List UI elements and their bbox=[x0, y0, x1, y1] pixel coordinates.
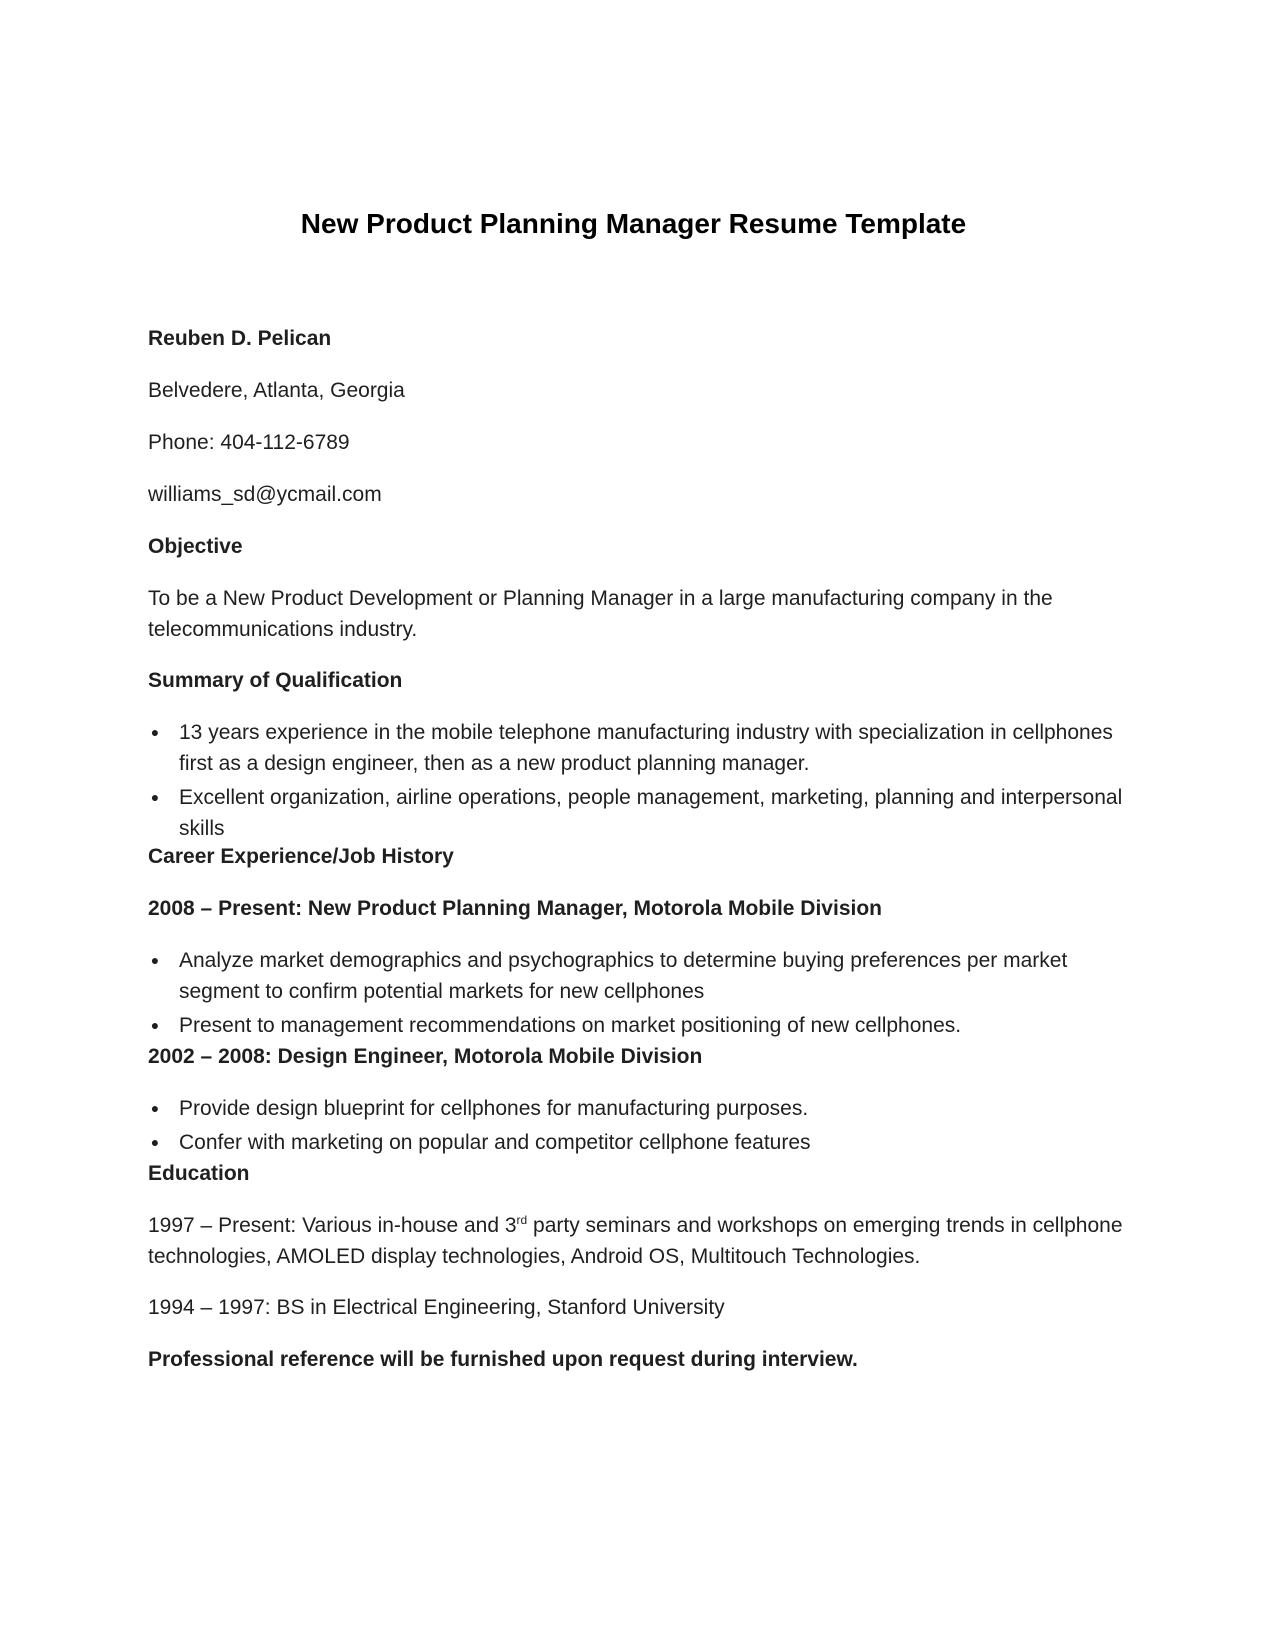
summary-bullet-text: 13 years experience in the mobile telephone manufacturing industry with specialization in cellphones first as a design engineer, then as a new product planning manager. bbox=[179, 721, 1113, 775]
job-bullet-text: Analyze market demographics and psychographics to determine buying preferences per market segment to confirm potential markets for new cellphones bbox=[179, 949, 1068, 1003]
list-item bbox=[148, 782, 1138, 844]
contact-email: williams_sd@ycmail.com bbox=[148, 483, 382, 506]
contact-phone: Phone: 404-112-6789 bbox=[148, 431, 350, 454]
summary-bullet-list bbox=[148, 717, 1138, 847]
document-title: New Product Planning Manager Resume Template bbox=[300, 208, 967, 239]
education-entry-text: party seminars and workshops on emerging trends in cellphone technologies, AMOLED display technologies, Android OS, Multitouch Technologies. bbox=[148, 1214, 1123, 1268]
job-title: 2002 – 2008: Design Engineer, Motorola Mobile Division bbox=[148, 1045, 703, 1068]
education-entry bbox=[148, 1210, 1138, 1272]
bullet-icon: ● bbox=[150, 789, 160, 805]
list-item bbox=[148, 1127, 1138, 1158]
job-bullet-text: Provide design blueprint for cellphones for manufacturing purposes. bbox=[179, 1097, 809, 1120]
bullet-icon: ● bbox=[150, 1100, 160, 1116]
contact-address: Belvedere, Atlanta, Georgia bbox=[148, 379, 405, 402]
contact-name: Reuben D. Pelican bbox=[148, 327, 332, 350]
closing-statement: Professional reference will be furnished upon request during interview. bbox=[148, 1348, 858, 1371]
bullet-icon: ● bbox=[150, 1017, 160, 1033]
job-title: 2008 – Present: New Product Planning Manager, Motorola Mobile Division bbox=[148, 897, 882, 920]
list-item bbox=[148, 945, 1138, 1007]
bullet-icon: ● bbox=[150, 952, 160, 968]
job-bullet-list bbox=[148, 945, 1138, 1044]
job-bullet-list bbox=[148, 1093, 1138, 1161]
bullet-icon: ● bbox=[150, 1134, 160, 1150]
list-item bbox=[148, 1093, 1138, 1124]
summary-bullet-text: Excellent organization, airline operations, people management, marketing, planning and interpersonal skills bbox=[179, 786, 1123, 840]
education-entry-text: 1997 – Present: Various in-house and 3 bbox=[148, 1214, 517, 1237]
job-bullet-text: Confer with marketing on popular and competitor cellphone features bbox=[179, 1131, 811, 1154]
objective-heading: Objective bbox=[148, 535, 243, 558]
ordinal-suffix: rd bbox=[516, 1213, 528, 1227]
career-heading: Career Experience/Job History bbox=[148, 845, 454, 868]
summary-heading: Summary of Qualification bbox=[148, 669, 403, 692]
education-heading: Education bbox=[148, 1162, 250, 1185]
objective-text: To be a New Product Development or Planning Manager in a large manufacturing company in the telecommunications industry. bbox=[148, 587, 1053, 641]
list-item bbox=[148, 717, 1138, 779]
job-bullet-text: Present to management recommendations on market positioning of new cellphones. bbox=[179, 1014, 962, 1037]
bullet-icon: ● bbox=[150, 724, 160, 740]
list-item bbox=[148, 1010, 1138, 1041]
education-entry: 1994 – 1997: BS in Electrical Engineering, Stanford University bbox=[148, 1296, 725, 1319]
